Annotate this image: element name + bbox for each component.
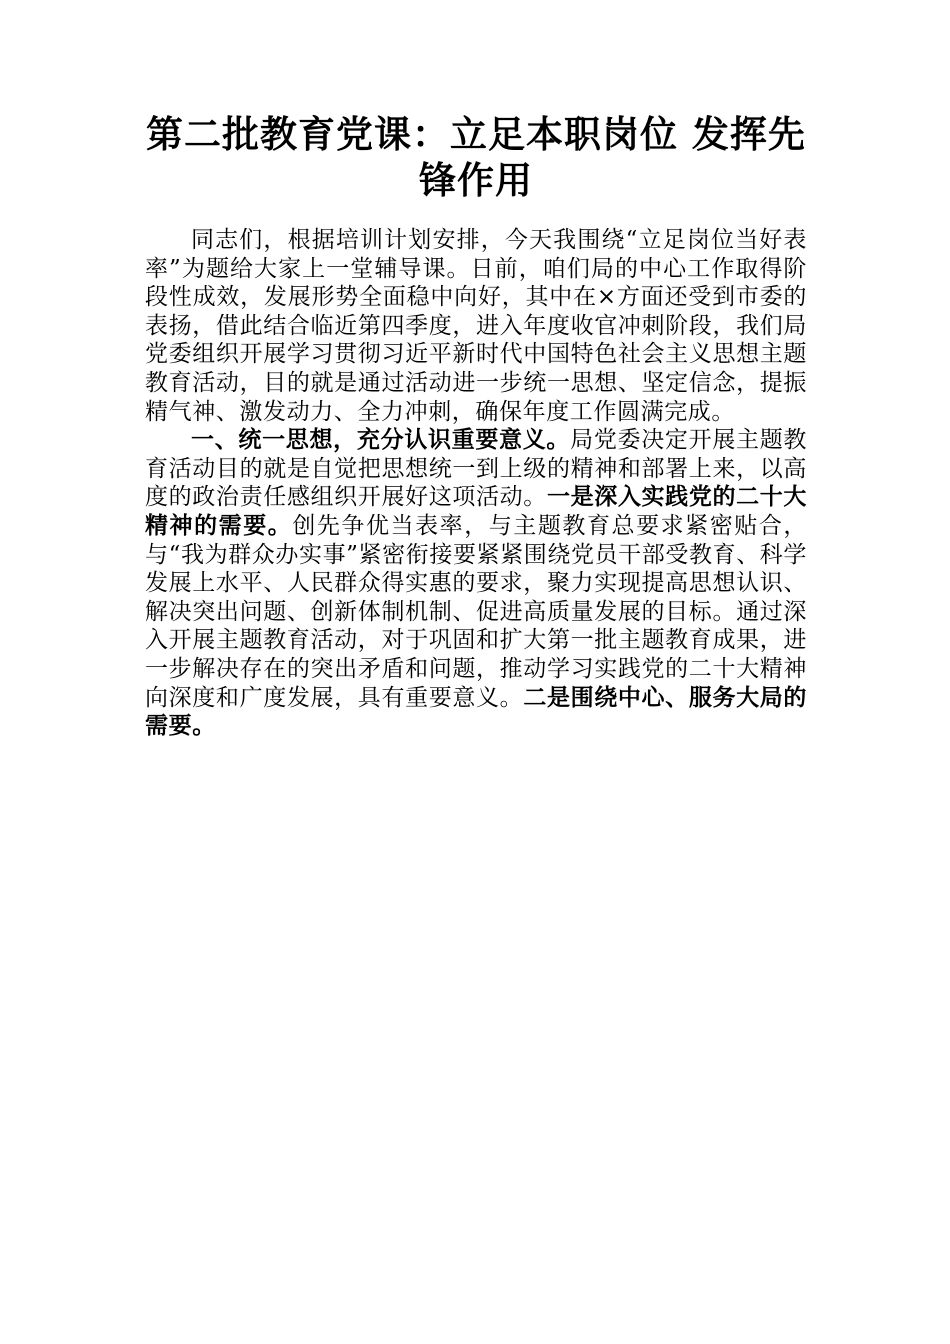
point-two-heading: 二是围绕中心、服务大局的需要。 xyxy=(145,684,807,740)
document-body xyxy=(145,226,807,741)
document-title: 第二批教育党课：立足本职岗位 发挥先锋作用 xyxy=(146,113,806,202)
section-one-heading: 一、统一思想，充分认识重要意义。 xyxy=(191,427,571,454)
intro-paragraph: 同志们，根据培训计划安排，今天我围绕“立足岗位当好表率”为题给大家上一堂辅导课。日前，咱们局的中心工作取得阶段性成效，发展形势全面稳中向好，其中在×方面还受到市委的表扬，借此结合临近第四季度，进入年度收官冲刺阶段，我们局党委组织开展学习贯彻习近平新时代中国特色社会主义思想主题教育活动，目的就是通过活动进一步统一思想、坚定信念，提振精气神、激发动力、全力冲刺，确保年度工作圆满完成。 xyxy=(145,227,807,425)
document-page xyxy=(145,112,807,741)
section-one-paragraph xyxy=(145,426,807,741)
point-one-text: 创先争优当表率，与主题教育总要求紧密贴合，与“我为群众办实事”紧密衔接要紧紧围绕党员干部受教育、科学发展上水平、人民群众得实惠的要求，聚力实现提高思想认识、解决突出问题、创新体制机制、促进高质量发展的目标。通过深入开展主题教育活动，对于巩固和扩大第一批主题教育成果，进一步解决存在的突出矛盾和问题，推动学习实践党的二十大精神向深度和广度发展，具有重要意义。 xyxy=(145,512,807,711)
point-one-heading: 一是深入实践党的二十大精神的需要。 xyxy=(145,484,807,539)
section-one-text: 局党委决定开展主题教育活动目的就是自觉把思想统一到上级的精神和部署上来，以高度的政治责任感组织开展好这项活动。 xyxy=(145,427,808,511)
